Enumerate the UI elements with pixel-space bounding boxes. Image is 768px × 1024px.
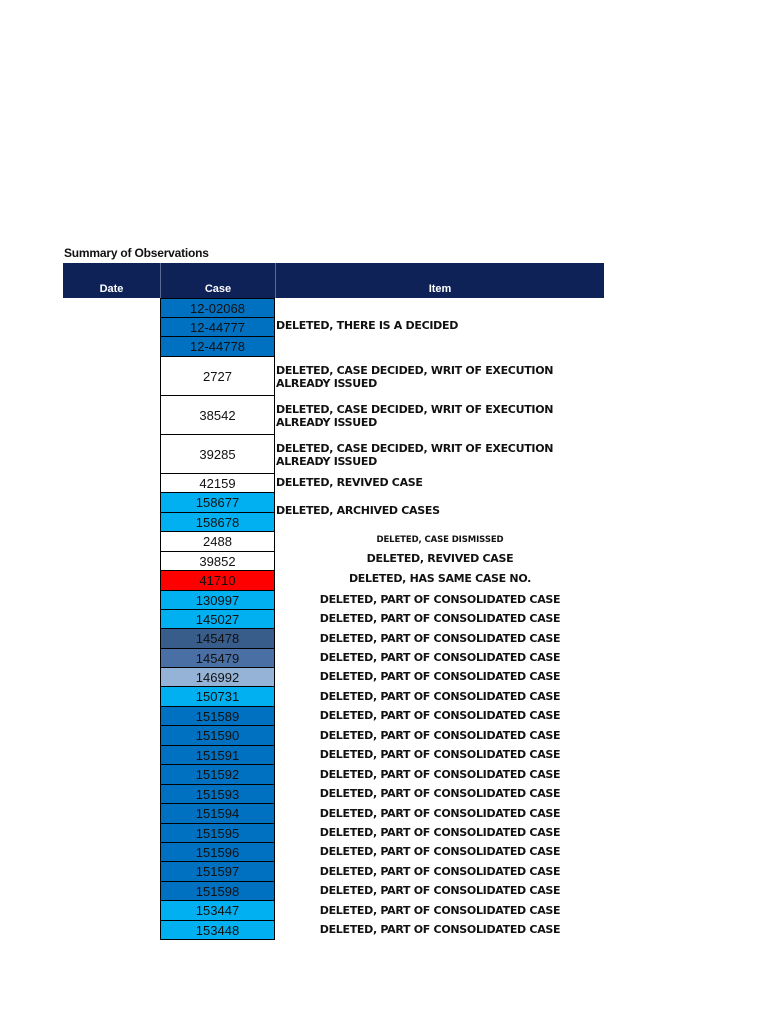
observation-item: DELETED, PART OF CONSOLIDATED CASE: [319, 768, 561, 781]
observation-item: DELETED, THERE IS A DECIDED: [276, 319, 459, 332]
observation-item: DELETED, PART OF CONSOLIDATED CASE: [319, 884, 561, 897]
case-cell: 151595: [160, 823, 275, 843]
header-date: Date: [99, 283, 124, 295]
case-cell: 39852: [160, 551, 275, 571]
case-cell: 130997: [160, 590, 275, 610]
observation-item: DELETED, CASE DECIDED, WRIT OF EXECUTION ALREADY ISSUED: [276, 403, 554, 429]
observation-item: DELETED, HAS SAME CASE NO.: [348, 572, 532, 585]
observation-item: DELETED, CASE DISMISSED: [376, 535, 504, 545]
case-cell: 150731: [160, 686, 275, 707]
observation-item: DELETED, PART OF CONSOLIDATED CASE: [319, 865, 561, 878]
observation-item: DELETED, PART OF CONSOLIDATED CASE: [319, 748, 561, 761]
case-cell: 151590: [160, 725, 275, 746]
case-cell: 12-44778: [160, 336, 275, 357]
case-cell: 151598: [160, 881, 275, 901]
case-cell: 12-02068: [160, 298, 275, 318]
observation-item: DELETED, PART OF CONSOLIDATED CASE: [319, 632, 561, 645]
case-cell: 151596: [160, 842, 275, 862]
observation-item: DELETED, PART OF CONSOLIDATED CASE: [319, 904, 561, 917]
observation-item: DELETED, PART OF CONSOLIDATED CASE: [319, 612, 561, 625]
case-cell: 151591: [160, 745, 275, 765]
case-cell: 158677: [160, 492, 275, 513]
case-cell: 145479: [160, 648, 275, 668]
observation-item: DELETED, PART OF CONSOLIDATED CASE: [319, 807, 561, 820]
case-cell: 146992: [160, 667, 275, 687]
header-case: Case: [204, 283, 232, 295]
table-header: [63, 263, 604, 298]
observation-item: DELETED, PART OF CONSOLIDATED CASE: [319, 709, 561, 722]
observation-item: DELETED, REVIVED CASE: [276, 476, 423, 489]
case-cell: 145027: [160, 609, 275, 629]
case-cell: 151593: [160, 784, 275, 804]
case-cell: 2488: [160, 531, 275, 552]
observation-item: DELETED, PART OF CONSOLIDATED CASE: [319, 923, 561, 936]
observation-item: DELETED, ARCHIVED CASES: [276, 504, 440, 517]
observation-item: DELETED, PART OF CONSOLIDATED CASE: [319, 651, 561, 664]
case-cell: 151592: [160, 764, 275, 785]
observation-item: DELETED, CASE DECIDED, WRIT OF EXECUTION ALREADY ISSUED: [276, 442, 554, 468]
case-cell: 145478: [160, 628, 275, 649]
case-cell: 38542: [160, 395, 275, 435]
observation-item: DELETED, REVIVED CASE: [366, 552, 514, 565]
case-cell: 158678: [160, 512, 275, 532]
case-cell: 12-44777: [160, 317, 275, 337]
page-title: Summary of Observations: [64, 246, 209, 260]
observation-item: DELETED, PART OF CONSOLIDATED CASE: [319, 845, 561, 858]
case-cell: 39285: [160, 434, 275, 474]
observation-item: DELETED, PART OF CONSOLIDATED CASE: [319, 826, 561, 839]
observation-item: DELETED, PART OF CONSOLIDATED CASE: [319, 787, 561, 800]
case-cell: 42159: [160, 473, 275, 493]
case-cell: 151594: [160, 803, 275, 824]
case-cell: 41710: [160, 570, 275, 591]
observation-item: DELETED, PART OF CONSOLIDATED CASE: [319, 690, 561, 703]
observation-item: DELETED, PART OF CONSOLIDATED CASE: [319, 670, 561, 683]
observation-item: DELETED, PART OF CONSOLIDATED CASE: [319, 729, 561, 742]
case-cell: 153447: [160, 900, 275, 921]
observation-item: DELETED, CASE DECIDED, WRIT OF EXECUTION ALREADY ISSUED: [276, 364, 554, 390]
header-item: Item: [428, 283, 452, 295]
case-cell: 151589: [160, 706, 275, 726]
observation-item: DELETED, PART OF CONSOLIDATED CASE: [319, 593, 561, 606]
case-cell: 2727: [160, 356, 275, 396]
case-cell: 153448: [160, 920, 275, 940]
case-cell: 151597: [160, 861, 275, 882]
